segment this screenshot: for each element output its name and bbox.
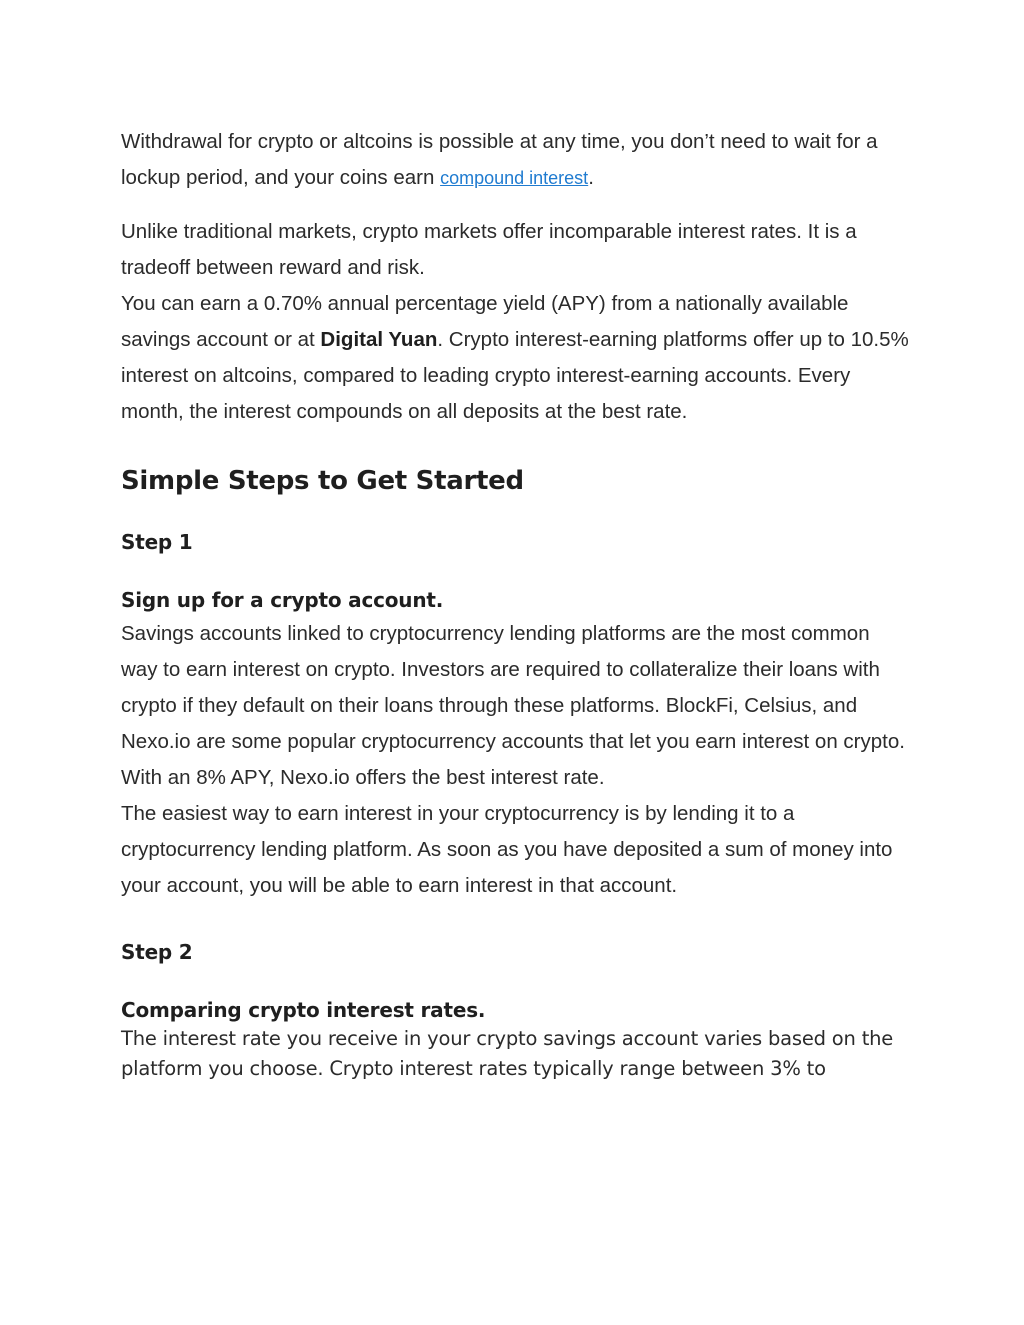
step1-paragraph-1: Savings accounts linked to cryptocurrency lending platforms are the most common way to earn interest on crypto. Investors are required to collateralize their loans with crypto if they default on their loans through these platforms. BlockFi, Celsius, and Nexo.io are some popular cryptocurrency accounts that let you earn interest on crypto. With an 8% APY, Nexo.io offers the best interest rate. — [121, 622, 905, 789]
digital-yuan-bold: Digital Yuan — [320, 328, 438, 351]
intro-paragraph-text: Withdrawal for crypto or altcoins is possible at any time, you don’t need to wait for a lockup period, and your coins earn — [121, 130, 878, 189]
section-heading: Simple Steps to Get Started — [121, 466, 524, 496]
step2-label: Step 2 — [121, 940, 193, 964]
apy-text-before: You can earn a 0.70% annual percentage yield (APY) from a nationally available savings account or at — [121, 292, 849, 351]
step1-paragraph-2: The easiest way to earn interest in your cryptocurrency is by lending it to a cryptocurrency lending platform. As soon as you have deposited a sum of money into your account, you will be able to earn interest in that account. — [121, 802, 893, 897]
intro-paragraph-markets: Unlike traditional markets, crypto markets offer incomparable interest rates. It is a tradeoff between reward and risk. — [121, 220, 857, 279]
apy-text-after: . Crypto interest-earning platforms offer up to 10.5% interest on altcoins, compared to leading crypto interest-earning accounts. Every month, the interest compounds on all deposits at the best rate. — [121, 328, 909, 423]
intro-paragraph-apy — [121, 286, 911, 430]
step2-title: Comparing crypto interest rates. — [121, 998, 486, 1022]
step1-title: Sign up for a crypto account. — [121, 588, 444, 612]
step2-paragraph-1: The interest rate you receive in your crypto savings account varies based on the platform you choose. Crypto interest rates typically range between 3% to — [121, 1027, 894, 1080]
step1-label: Step 1 — [121, 530, 193, 554]
intro-paragraph-withdrawal — [121, 124, 911, 196]
document-page — [121, 124, 911, 1084]
compound-interest-link[interactable]: compound interest — [440, 168, 589, 188]
intro-paragraph-end: . — [588, 166, 594, 189]
